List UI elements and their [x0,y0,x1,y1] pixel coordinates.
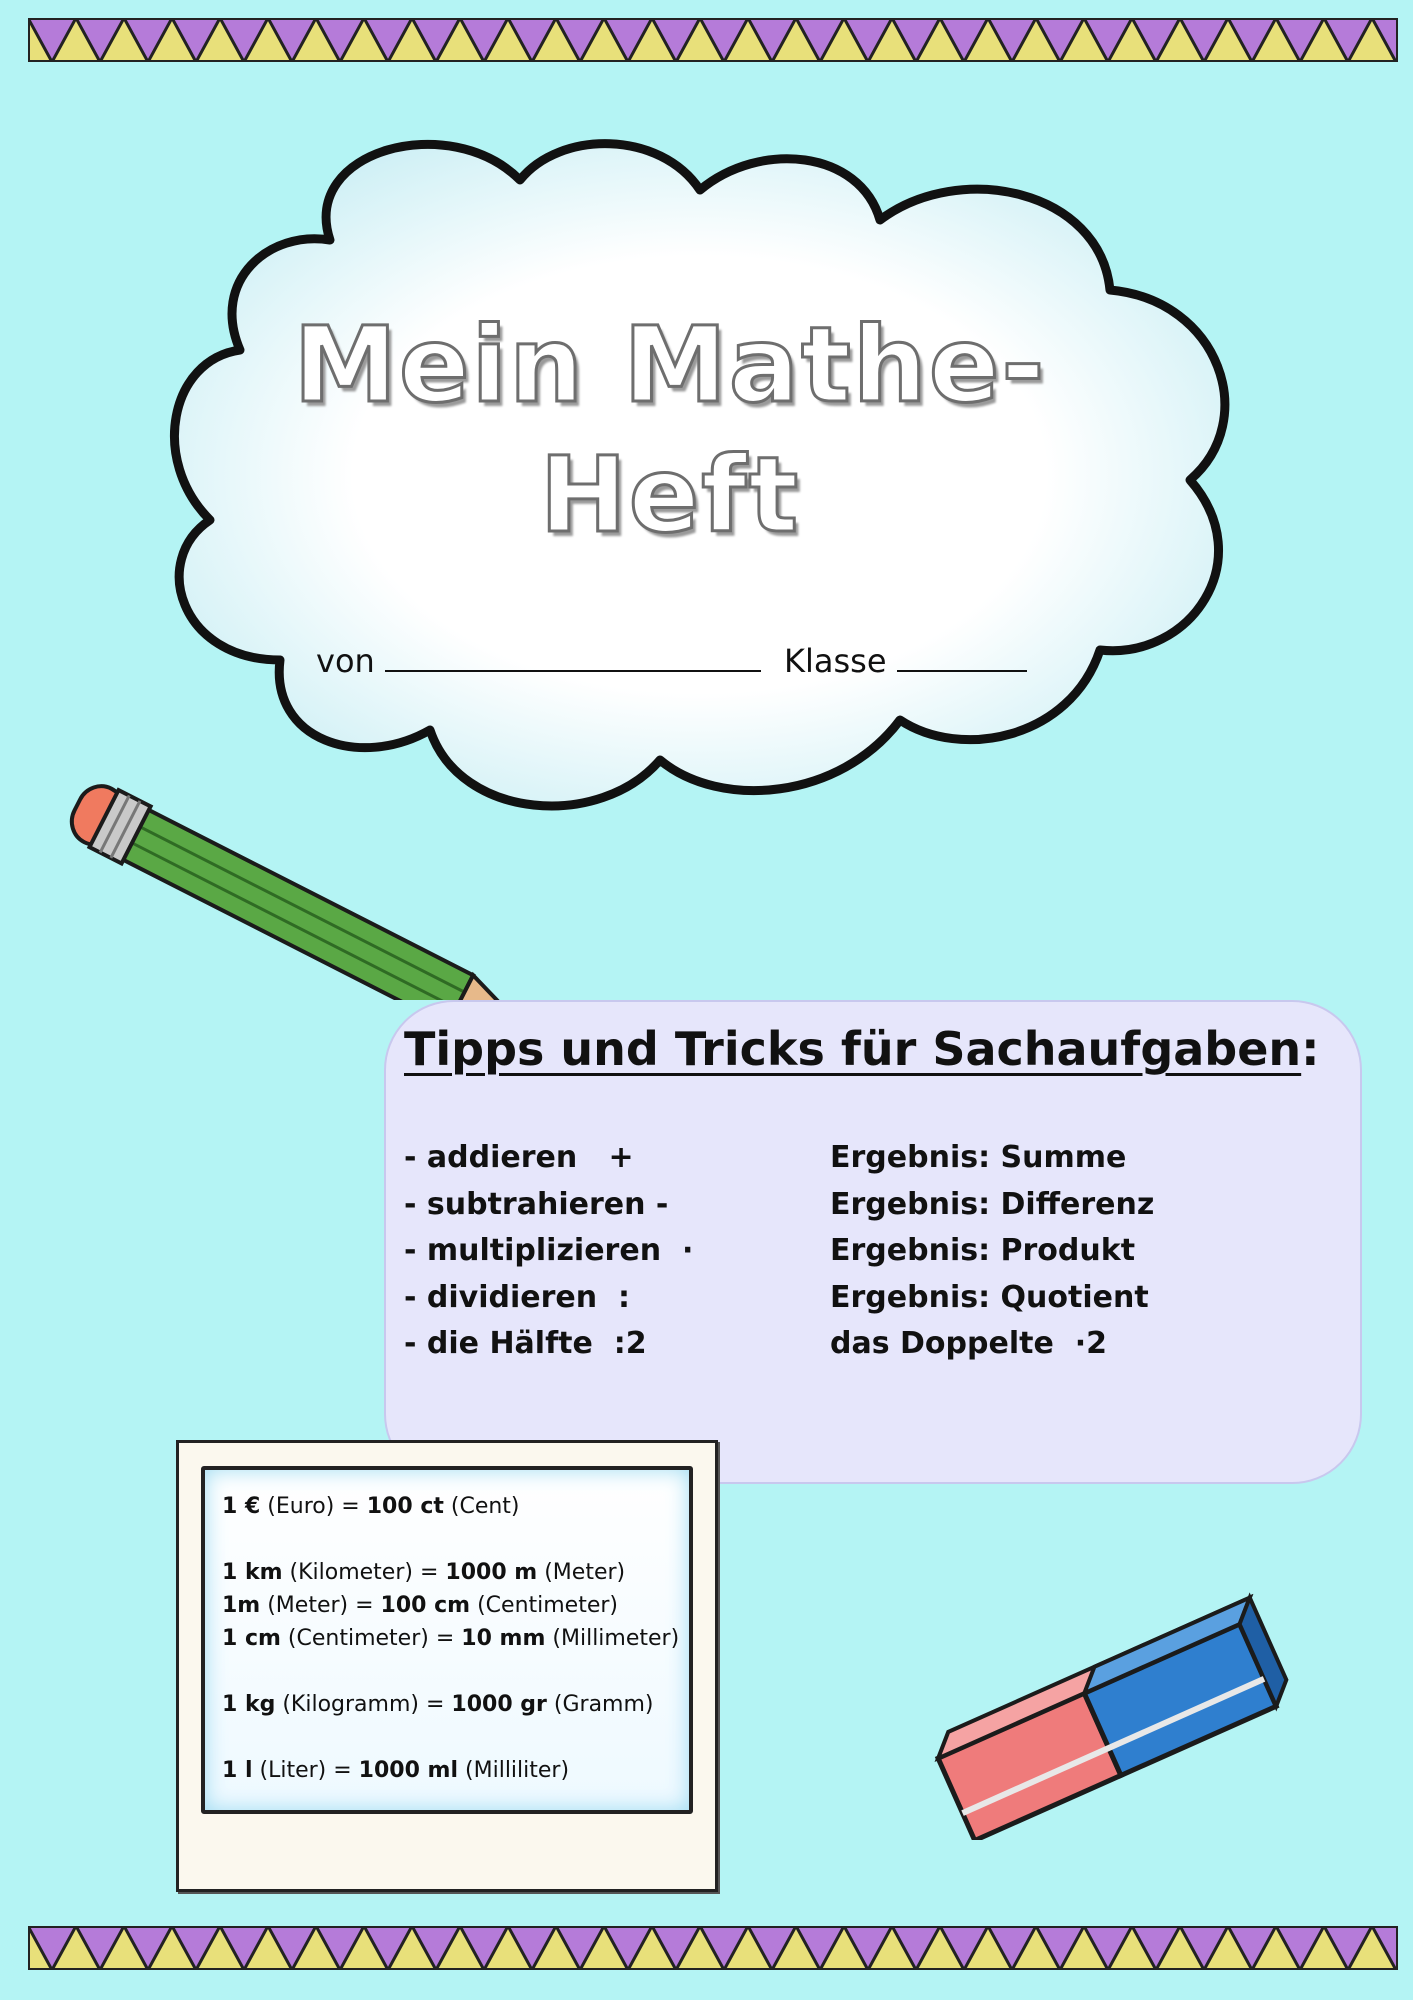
unit-row-km: 1 km (Kilometer) = 1000 m (Meter) [222,1560,626,1585]
unit-row-liter: 1 l (Liter) = 1000 ml (Milliliter) [222,1758,570,1783]
unit-row-kg: 1 kg (Kilogramm) = 1000 gr (Gramm) [222,1692,654,1717]
list-item: - subtrahieren - [404,1186,669,1222]
list-item: das Doppelte ·2 [830,1326,1107,1361]
class-field[interactable] [784,640,1027,680]
pencil-icon [60,740,620,1000]
tips-heading-text: Tipps und Tricks für Sachaufgaben [404,1022,1302,1076]
von-label: von [316,642,375,680]
tips-heading-colon: : [1301,1022,1320,1076]
title-line-2: Heft [539,434,801,556]
unit-row-euro: 1 € (Euro) = 100 ct (Cent) [222,1494,520,1519]
class-blank-line[interactable] [897,640,1027,672]
title-line-1: Mein Mathe- [293,304,1047,426]
unit-row-cm: 1 cm (Centimeter) = 10 mm (Millimeter) [222,1626,680,1651]
name-field[interactable] [316,640,761,680]
list-item: - dividieren : [404,1279,630,1315]
operations-list [404,1135,693,1368]
eraser-icon [910,1590,1310,1840]
list-item: - multiplizieren · [404,1233,694,1268]
name-blank-line[interactable] [385,640,761,672]
units-list [222,1490,679,1787]
list-item: - addieren + [404,1140,634,1175]
klasse-label: Klasse [784,642,887,680]
tips-heading [404,1022,1320,1076]
list-item: Ergebnis: Differenz [830,1186,1155,1222]
results-list [830,1135,1154,1368]
list-item: Ergebnis: Summe [830,1140,1127,1175]
list-item: Ergebnis: Produkt [830,1233,1136,1268]
list-item: Ergebnis: Quotient [830,1279,1149,1315]
list-item: - die Hälfte :2 [404,1326,647,1361]
unit-row-m: 1m (Meter) = 100 cm (Centimeter) [222,1593,619,1618]
bottom-triangle-border [28,1926,1398,1970]
